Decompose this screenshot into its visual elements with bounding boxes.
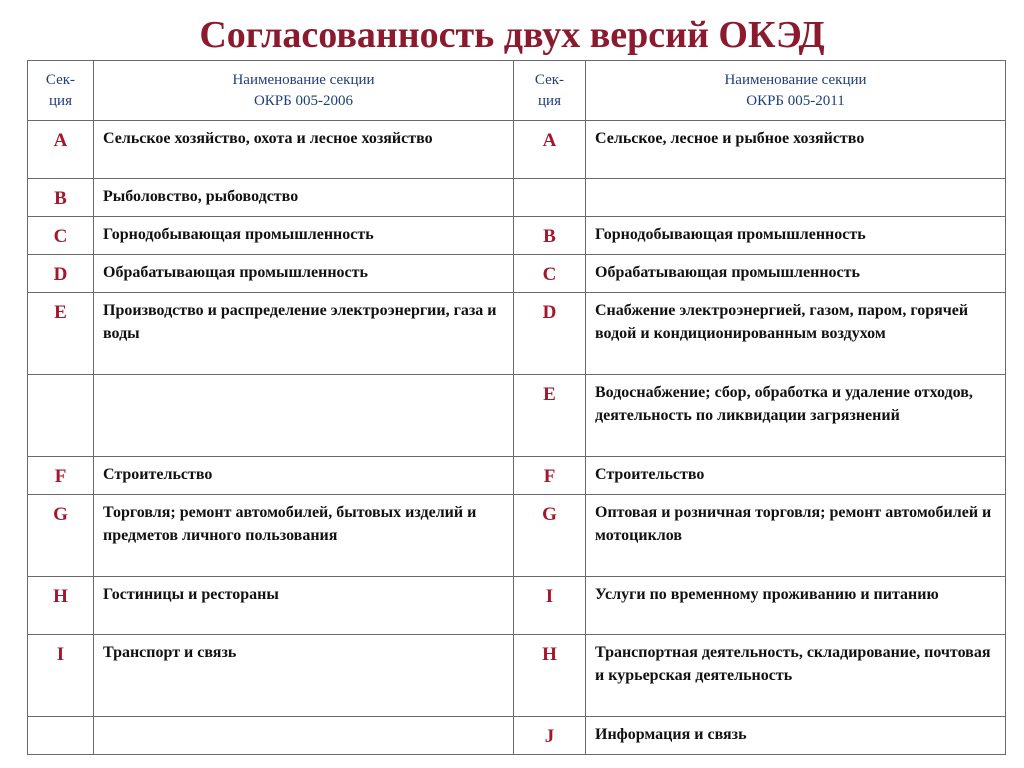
new-section-code: H: [514, 635, 586, 717]
new-section-code: F: [514, 457, 586, 495]
new-section-name: Водоснабжение; сбор, обработка и удаление отходов, деятельность по ликвидации загрязнений: [586, 375, 1006, 457]
table-row: [28, 495, 1006, 577]
table-row: [28, 717, 1006, 755]
header-section-new: Сек- ция: [514, 61, 586, 121]
new-section-code: D: [514, 293, 586, 375]
old-section-code: F: [28, 457, 94, 495]
slide-title: Согласованность двух версий ОКЭД: [199, 14, 825, 56]
old-section-code: E: [28, 293, 94, 375]
old-section-name: Транспорт и связь: [94, 635, 514, 717]
table-row: [28, 179, 1006, 217]
header-name-old: Наименование секции ОКРБ 005-2006: [94, 61, 514, 121]
new-section-code: B: [514, 217, 586, 255]
comparison-table: [27, 60, 1006, 755]
table-row: [28, 635, 1006, 717]
new-section-code: E: [514, 375, 586, 457]
old-section-name: Сельское хозяйство, охота и лесное хозяйство: [94, 121, 514, 179]
old-section-name: Производство и распределение электроэнергии, газа и воды: [94, 293, 514, 375]
old-section-name: Торговля; ремонт автомобилей, бытовых изделий и предметов личного пользования: [94, 495, 514, 577]
header-section-old: Сек- ция: [28, 61, 94, 121]
new-section-code: A: [514, 121, 586, 179]
new-section-name: Оптовая и розничная торговля; ремонт автомобилей и мотоциклов: [586, 495, 1006, 577]
old-section-name: [94, 375, 514, 457]
table-row: [28, 255, 1006, 293]
new-section-name: Услуги по временному проживанию и питанию: [586, 577, 1006, 635]
table-row: [28, 375, 1006, 457]
old-section-name: Рыболовство, рыбоводство: [94, 179, 514, 217]
table-row: [28, 577, 1006, 635]
new-section-name: [586, 179, 1006, 217]
table-row: [28, 457, 1006, 495]
old-section-code: H: [28, 577, 94, 635]
new-section-code: I: [514, 577, 586, 635]
new-section-name: Снабжение электроэнергией, газом, паром, горячей водой и кондиционированным воздухом: [586, 293, 1006, 375]
new-section-code: G: [514, 495, 586, 577]
new-section-code: J: [514, 717, 586, 755]
new-section-name: Транспортная деятельность, складирование, почтовая и курьерская деятельность: [586, 635, 1006, 717]
old-section-name: [94, 717, 514, 755]
old-section-code: D: [28, 255, 94, 293]
table-row: [28, 121, 1006, 179]
old-section-code: G: [28, 495, 94, 577]
old-section-code: I: [28, 635, 94, 717]
header-row: [28, 61, 1006, 121]
old-section-code: [28, 717, 94, 755]
old-section-name: Горнодобывающая промышленность: [94, 217, 514, 255]
old-section-code: A: [28, 121, 94, 179]
new-section-name: Сельское, лесное и рыбное хозяйство: [586, 121, 1006, 179]
new-section-name: Строительство: [586, 457, 1006, 495]
table-row: [28, 217, 1006, 255]
old-section-code: B: [28, 179, 94, 217]
old-section-name: Гостиницы и рестораны: [94, 577, 514, 635]
table-row: [28, 293, 1006, 375]
new-section-name: Обрабатывающая промышленность: [586, 255, 1006, 293]
old-section-code: C: [28, 217, 94, 255]
old-section-name: Обрабатывающая промышленность: [94, 255, 514, 293]
new-section-code: C: [514, 255, 586, 293]
header-name-new: Наименование секции ОКРБ 005-2011: [586, 61, 1006, 121]
new-section-code: [514, 179, 586, 217]
old-section-code: [28, 375, 94, 457]
new-section-name: Информация и связь: [586, 717, 1006, 755]
new-section-name: Горнодобывающая промышленность: [586, 217, 1006, 255]
old-section-name: Строительство: [94, 457, 514, 495]
